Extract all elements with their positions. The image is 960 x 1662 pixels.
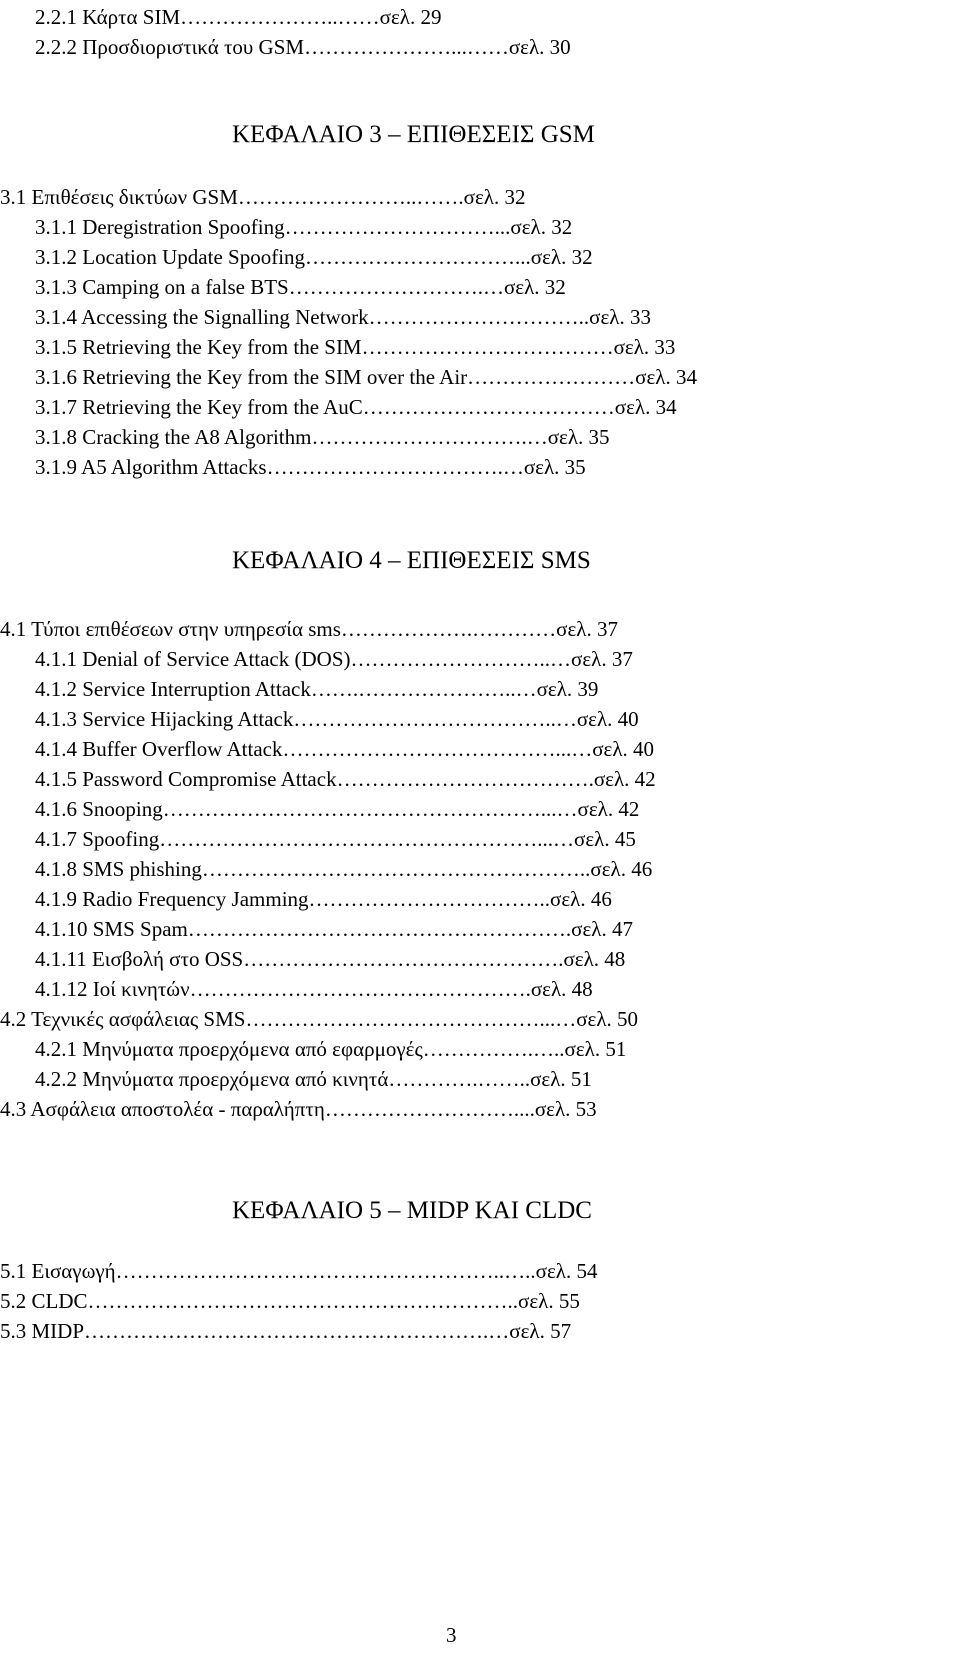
toc-entry (0, 1094, 960, 1124)
entry-page-ref: σελ. 45 (574, 827, 636, 851)
dot-leader: ………………………………………………. (187, 917, 572, 941)
chapter-title: ΚΕΦΑΛΑΙΟ 4 – ΕΠΙΘΕΣΕΙΣ SMS (232, 547, 591, 574)
entry-page-ref: σελ. 46 (550, 887, 612, 911)
entry-title: 3.1.2 Location Update Spoofing (35, 245, 306, 269)
dot-leader: ……………………….... (324, 1097, 535, 1121)
entry-page-ref: σελ. 48 (563, 947, 626, 971)
dot-leader: …………………..…… (180, 5, 380, 29)
toc-entry (0, 362, 960, 392)
dot-leader: …….…………………..… (310, 677, 537, 701)
entry-page-ref: σελ. 46 (590, 857, 653, 881)
toc-entry (0, 974, 960, 1004)
dot-leader: ……………………..……. (237, 185, 464, 209)
toc-entry (0, 182, 960, 212)
entry-page-ref: σελ. 32 (463, 185, 526, 209)
entry-page-ref: σελ. 54 (535, 1259, 598, 1283)
entry-page-ref: σελ. 53 (534, 1097, 597, 1121)
entry-page-ref: σελ. 47 (571, 917, 633, 941)
entry-page-ref: σελ. 37 (556, 617, 618, 641)
toc-entry (0, 614, 960, 644)
toc-entry (0, 674, 960, 704)
page-number: 3 (446, 1623, 457, 1647)
entry-title: 5.1 Εισαγωγή (0, 1259, 116, 1283)
entry-title: 4.1 Τύποι επιθέσεων στην υπηρεσία sms (0, 617, 341, 641)
toc-entry (0, 644, 960, 674)
dot-leader: …………………………………...… (282, 737, 593, 761)
toc-entry (0, 302, 960, 332)
entry-title: 4.1.9 Radio Frequency Jamming (35, 887, 309, 911)
entry-title: 2.2.2 Προσδιοριστικά του GSM (35, 35, 305, 59)
chapter-title: ΚΕΦΑΛΑΙΟ 5 – MIDP ΚΑΙ CLDC (232, 1197, 592, 1224)
entry-page-ref: σελ. 33 (613, 335, 676, 359)
dot-leader: …………………………………………………….. (87, 1289, 519, 1313)
dot-leader: ………………………………………. (243, 947, 564, 971)
entry-title: 4.2.2 Μηνύματα προερχόμενα από κινητά (35, 1067, 389, 1091)
chapter-heading (0, 120, 960, 150)
entry-title: 3.1.7 Retrieving the Key from the AuC (35, 395, 363, 419)
dot-leader: …………………………... (305, 245, 531, 269)
dot-leader: ………………………….. (368, 305, 590, 329)
dot-leader: ……………………….… (288, 275, 504, 299)
dot-leader: …………………………………………. (189, 977, 531, 1001)
entry-title: 3.1.9 A5 Algorithm Attacks (35, 455, 267, 479)
toc-entry (0, 914, 960, 944)
entry-title: 4.1.12 Ιοί κινητών (35, 977, 190, 1001)
dot-leader: ………………………………………………..….. (115, 1259, 536, 1283)
entry-page-ref: σελ. 42 (593, 767, 656, 791)
entry-title: 4.1.4 Buffer Overflow Attack (35, 737, 283, 761)
toc-entry (0, 734, 960, 764)
entry-title: 3.1.4 Accessing the Signalling Network (35, 305, 369, 329)
dot-leader: …………………………….… (266, 455, 524, 479)
entry-title: 4.1.11 Εισβολή στο OSS (35, 947, 244, 971)
entry-title: 4.1.3 Service Hijacking Attack (35, 707, 294, 731)
dot-leader: ………………………………………………...… (159, 827, 575, 851)
dot-leader: …………….….. (422, 1037, 565, 1061)
dot-leader: ……………………………… (361, 335, 614, 359)
dot-leader: ………………………………………………...… (162, 797, 578, 821)
entry-page-ref: σελ. 51 (530, 1067, 592, 1091)
entry-title: 3.1.8 Cracking the A8 Algorithm (35, 425, 312, 449)
toc-entry (0, 1286, 960, 1316)
toc-entry (0, 1004, 960, 1034)
dot-leader: …………………………... (284, 215, 511, 239)
entry-page-ref: σελ. 40 (576, 707, 639, 731)
entry-title: 3.1 Επιθέσεις δικτύων GSM (0, 185, 238, 209)
entry-page-ref: σελ. 39 (536, 677, 599, 701)
entry-title: 3.1.5 Retrieving the Key from the SIM (35, 335, 362, 359)
chapter-heading (0, 1196, 960, 1226)
entry-page-ref: σελ. 55 (518, 1289, 580, 1313)
dot-leader: ………….…….. (388, 1067, 531, 1091)
toc-entry (0, 884, 960, 914)
entry-page-ref: σελ. 32 (503, 275, 566, 299)
toc-entry (0, 854, 960, 884)
dot-leader: ………………………………………………….… (84, 1319, 510, 1343)
toc-entry (0, 824, 960, 854)
entry-title: 4.1.6 Snooping (35, 797, 163, 821)
entry-page-ref: σελ. 32 (530, 245, 593, 269)
dot-leader: ………………………………..… (293, 707, 577, 731)
entry-title: 4.1.8 SMS phishing (35, 857, 202, 881)
entry-page-ref: σελ. 30 (508, 35, 571, 59)
chapter-heading (0, 546, 960, 576)
toc-entry (0, 944, 960, 974)
toc-entry (0, 1034, 960, 1064)
entry-title: 4.2 Τεχνικές ασφάλειας SMS (0, 1007, 246, 1031)
entry-page-ref: σελ. 37 (571, 647, 633, 671)
dot-leader: ……………….………… (340, 617, 557, 641)
entry-page-ref: σελ. 40 (592, 737, 655, 761)
toc-entry (0, 794, 960, 824)
entry-title: 3.1.6 Retrieving the Key from the SIM over the Air (35, 365, 468, 389)
entry-title: 4.1.1 Denial of Service Attack (DOS) (35, 647, 351, 671)
entry-title: 3.1.1 Deregistration Spoofing (35, 215, 285, 239)
entry-title: 5.3 MIDP (0, 1319, 85, 1343)
toc-entry (0, 332, 960, 362)
toc-entry (0, 242, 960, 272)
dot-leader: …………………… (467, 365, 636, 389)
chapter-title: ΚΕΦΑΛΑΙΟ 3 – ΕΠΙΘΕΣΕΙΣ GSM (232, 121, 595, 148)
entry-title: 4.3 Ασφάλεια αποστολέα - παραλήπτη (0, 1097, 325, 1121)
entry-page-ref: σελ. 42 (577, 797, 640, 821)
toc-entry (0, 392, 960, 422)
toc-entry (0, 1256, 960, 1286)
entry-page-ref: σελ. 29 (379, 5, 442, 29)
dot-leader: ……………………………………...… (245, 1007, 577, 1031)
entry-page-ref: σελ. 35 (523, 455, 586, 479)
dot-leader: ………………………………. (336, 767, 594, 791)
toc-entry (0, 452, 960, 482)
entry-page-ref: σελ. 50 (576, 1007, 639, 1031)
toc-entry (0, 422, 960, 452)
toc-entry (0, 1064, 960, 1094)
dot-leader: ……………………………………………….. (201, 857, 591, 881)
toc-entry (0, 212, 960, 242)
dot-leader: ………………………….… (311, 425, 548, 449)
entry-page-ref: σελ. 35 (547, 425, 610, 449)
entry-title: 4.1.2 Service Interruption Attack (35, 677, 311, 701)
toc-entry (0, 1316, 960, 1346)
entry-page-ref: σελ. 48 (530, 977, 593, 1001)
dot-leader: ……………………………… (362, 395, 615, 419)
entry-title: 4.2.1 Μηνύματα προερχόμενα από εφαρμογές (35, 1037, 423, 1061)
dot-leader: …………………………….. (308, 887, 551, 911)
entry-page-ref: σελ. 57 (509, 1319, 572, 1343)
toc-entry (0, 764, 960, 794)
entry-title: 4.1.10 SMS Spam (35, 917, 188, 941)
entry-page-ref: σελ. 34 (635, 365, 697, 389)
dot-leader: ………………………..… (350, 647, 572, 671)
dot-leader: …………………...…… (304, 35, 509, 59)
entry-page-ref: σελ. 32 (510, 215, 573, 239)
toc-entry (0, 2, 960, 32)
entry-title: 5.2 CLDC (0, 1289, 88, 1313)
toc-entry (0, 32, 960, 62)
entry-title: 4.1.5 Password Compromise Attack (35, 767, 337, 791)
entry-page-ref: σελ. 34 (614, 395, 677, 419)
entry-page-ref: σελ. 33 (589, 305, 651, 329)
entry-title: 3.1.3 Camping on a false BTS (35, 275, 289, 299)
toc-entry (0, 704, 960, 734)
entry-title: 2.2.1 Κάρτα SIM (35, 5, 181, 29)
entry-page-ref: σελ. 51 (564, 1037, 627, 1061)
toc-entry (0, 272, 960, 302)
entry-title: 4.1.7 Spoofing (35, 827, 160, 851)
